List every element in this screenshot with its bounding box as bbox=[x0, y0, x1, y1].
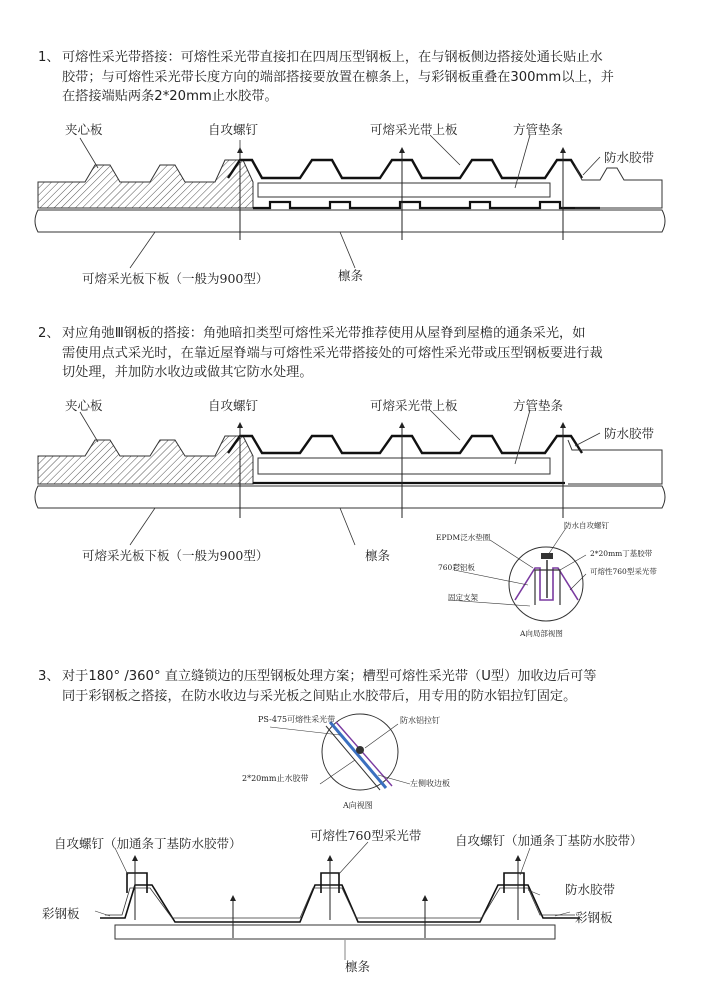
label-lower-panel: 可熔采光板下板（一般为900型） bbox=[82, 548, 269, 563]
label-screw-left: 自攻螺钉（加通条丁基防水胶带） bbox=[54, 836, 242, 851]
detail-caption: A向视图 bbox=[343, 801, 373, 810]
label-waterproof-tape: 防水胶带 bbox=[604, 150, 655, 165]
label-waterproof-screw: 防水自攻螺钉 bbox=[564, 521, 609, 530]
seam-cap bbox=[504, 873, 524, 893]
leader-line bbox=[270, 727, 340, 735]
label-screw: 自攻螺钉 bbox=[208, 122, 259, 137]
paragraph-line: 同于彩钢板之搭接，在防水收边与采光板之间贴止水胶带后，用专用的防水铝拉钉固定。 bbox=[62, 688, 577, 704]
leader-line bbox=[338, 842, 368, 875]
label-aluminum-760: 760彩铝板 bbox=[438, 563, 475, 572]
label-ps475: PS-475可熔性采光带 bbox=[258, 715, 336, 724]
label-purlin: 檩条 bbox=[338, 268, 364, 283]
paragraph-line: 可熔性采光带搭接：可熔性采光带直接扣在四周压型钢板上，在与钢板侧边搭接处通长贴止水 bbox=[62, 50, 603, 65]
label-tape: 2*20mm止水胶带 bbox=[242, 774, 309, 783]
detail-panel bbox=[330, 722, 386, 788]
paragraph-line: 对应角弛Ⅲ钢板的搭接：角弛暗扣类型可熔性采光带推荐使用从屋脊到屋檐的通条采光，如 bbox=[62, 326, 586, 341]
label-purlin: 檩条 bbox=[345, 959, 371, 974]
label-sandwich-panel: 夹心板 bbox=[65, 398, 103, 413]
label-waterproof-tape: 防水胶带 bbox=[604, 426, 655, 441]
label-tube-pad: 方管垫条 bbox=[513, 122, 564, 137]
label-rivet: 防水铝拉钉 bbox=[400, 716, 440, 725]
paragraph-line: 对于180° /360° 直立缝锁边的压型钢板处理方案；槽型可熔性采光带（U型）加收边后可等 bbox=[62, 669, 597, 684]
label-left-edge: 左侧收边板 bbox=[410, 779, 450, 788]
paragraph-line: 需使用点式采光时，在靠近屋脊端与可熔性采光带搭接处的可熔性采光带或压型钢板要进行裁 bbox=[62, 345, 603, 361]
label-butyl-tape: 2*20mm丁基胶带 bbox=[590, 549, 653, 558]
label-epdm: EPDM泛水垫圈 bbox=[436, 533, 491, 542]
leader-line bbox=[320, 760, 355, 784]
label-panel-760: 可熔性760型采光带 bbox=[590, 567, 657, 576]
label-screw: 自攻螺钉 bbox=[208, 398, 259, 413]
leader-line bbox=[365, 724, 398, 748]
label-bracket: 固定支架 bbox=[448, 593, 478, 602]
leader-line bbox=[95, 911, 110, 916]
label-panel-760: 可熔性760型采光带 bbox=[310, 828, 422, 843]
label-waterproof-tape: 防水胶带 bbox=[565, 882, 616, 897]
steel-profile bbox=[100, 885, 580, 922]
seam-cap bbox=[127, 873, 147, 893]
purlin-band bbox=[115, 925, 555, 939]
paragraph-line: 在搭接端贴两条2*20mm止水胶带。 bbox=[62, 89, 278, 104]
label-steel-left: 彩钢板 bbox=[42, 906, 80, 921]
paragraph-line: 胶带；与可熔性采光带长度方向的端部搭接要放置在檩条上，与彩钢板重叠在300mm以上，并 bbox=[62, 69, 614, 85]
paragraph-line: 切处理，并加防水收边或做其它防水处理。 bbox=[62, 365, 313, 380]
detail-caption: A向局部视图 bbox=[520, 629, 563, 638]
label-upper-panel: 可熔采光带上板 bbox=[370, 398, 458, 413]
label-steel-right: 彩钢板 bbox=[575, 910, 613, 925]
section-number: 1、 bbox=[38, 50, 60, 65]
label-sandwich-panel: 夹心板 bbox=[65, 122, 103, 137]
leader-line bbox=[115, 848, 128, 875]
label-lower-panel: 可熔采光板下板（一般为900型） bbox=[82, 271, 269, 286]
label-screw-right: 自攻螺钉（加通条丁基防水胶带） bbox=[455, 833, 643, 848]
leader-line bbox=[520, 848, 530, 875]
section-number: 3、 bbox=[38, 669, 60, 684]
label-purlin: 檩条 bbox=[365, 548, 391, 563]
label-tube-pad: 方管垫条 bbox=[513, 398, 564, 413]
detail-rivet bbox=[356, 746, 364, 754]
label-upper-panel: 可熔采光带上板 bbox=[370, 122, 458, 137]
section-number: 2、 bbox=[38, 326, 60, 341]
